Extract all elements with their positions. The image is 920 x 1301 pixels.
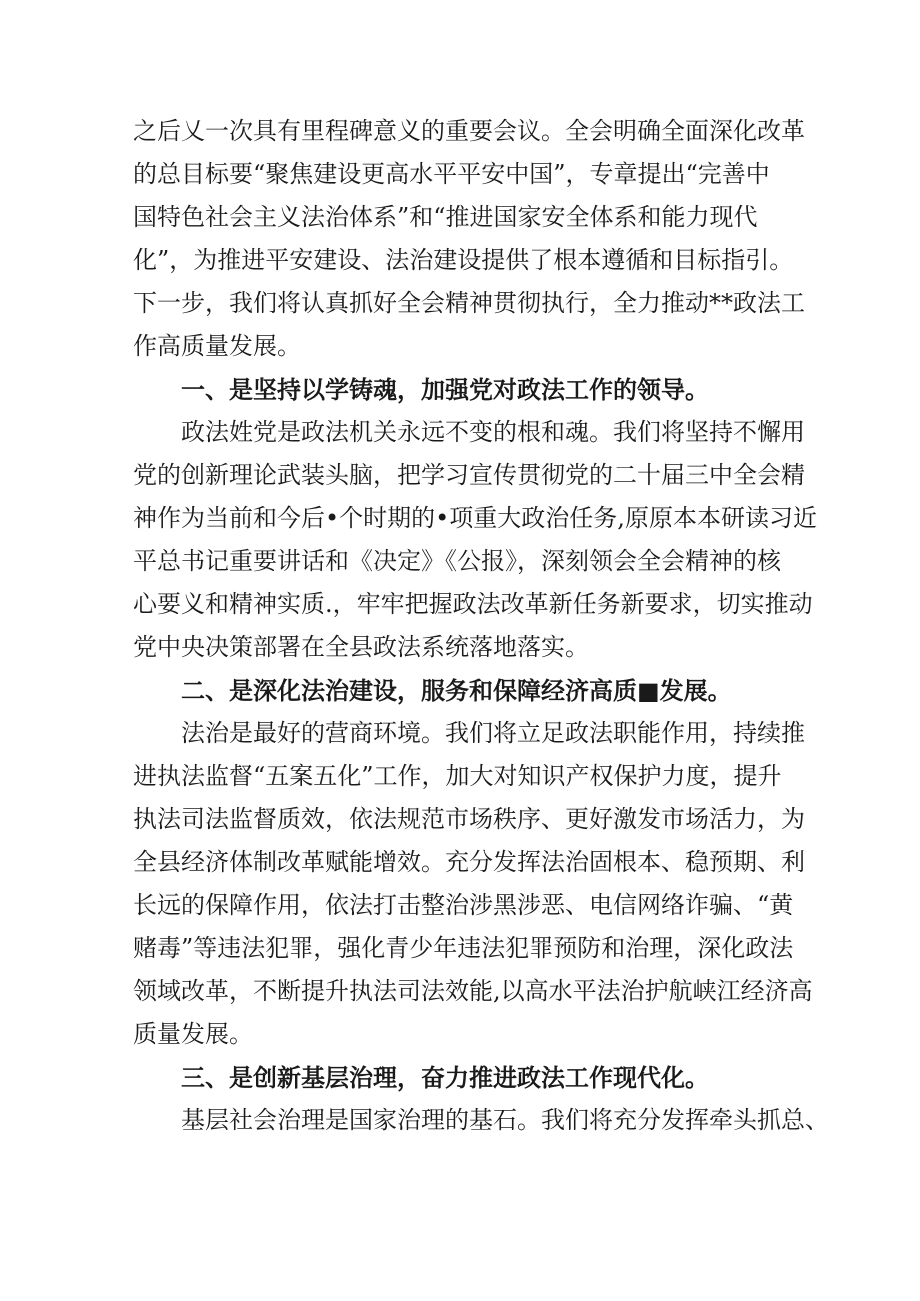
paragraph-line: 执法司法监督质效，依法规范市场秩序、更好激发市场活力，为 bbox=[133, 805, 805, 833]
paragraph-line: 化”，为推进平安建设、法治建设提供了根本遵循和目标指引。 bbox=[133, 246, 794, 274]
paragraph-line: 神作为当前和今后•个时期的•项重大政治任务,原原本本研读习近 bbox=[133, 504, 817, 532]
paragraph-line: 基层社会治理是国家治理的基石。我们将充分发挥牵头抓总、 bbox=[181, 1106, 829, 1134]
paragraph-line: 质量发展。 bbox=[133, 1020, 253, 1048]
paragraph-line: 领域改革，不断提升执法司法效能,以高水平法治护航峡江经济高 bbox=[133, 977, 813, 1005]
paragraph-line: 作高质量发展。 bbox=[133, 332, 301, 360]
paragraph-line: 的总目标要“聚焦建设更高水平平安中国”，专章提出“完善中 bbox=[133, 160, 770, 188]
section1-paragraph bbox=[133, 411, 817, 669]
intro-paragraph bbox=[133, 110, 805, 368]
paragraph-line: 下一步，我们将认真抓好全会精神贯彻执行，全力推动**政法工 bbox=[133, 289, 805, 317]
section2-paragraph bbox=[133, 712, 813, 1056]
paragraph-line: 平总书记重要讲话和《决定》《公报》，深刻领会全会精神的核 bbox=[133, 547, 781, 575]
section-heading: 二、是深化法治建设，服务和保障经济高质■发展。 bbox=[181, 676, 732, 705]
paragraph-line: 国特色社会主义法治体系”和“推进国家安全体系和能力现代 bbox=[133, 203, 758, 231]
paragraph-line: 政法姓党是政法机关永远不变的根和魂。我们将坚持不懈用 bbox=[181, 418, 805, 446]
paragraph-line: 党中央决策部署在全县政法系统落地落实。 bbox=[133, 633, 589, 661]
section3-paragraph bbox=[133, 1099, 829, 1142]
paragraph-line: 进执法监督“五案五化”工作，加大对知识产权保护力度，提升 bbox=[133, 762, 782, 790]
paragraph-line: 长远的保障作用，依法打击整治涉黑涉恶、电信网络诈骗、“黄 bbox=[133, 891, 794, 919]
paragraph-line: 赌毒”等违法犯罪，强化青少年违法犯罪预防和治理，深化政法 bbox=[133, 934, 794, 962]
document-body bbox=[133, 110, 829, 1142]
paragraph-line: 之后乂一次具有里程碑意义的重要会议。全会明确全面深化改革 bbox=[133, 117, 805, 145]
section-heading: 一、是坚持以学铸魂，加强党对政法工作的领导。 bbox=[181, 375, 709, 404]
paragraph-line: 全县经济体制改革赋能增效。充分发挥法治固根本、稳预期、利 bbox=[133, 848, 805, 876]
paragraph-line: 法治是最好的营商环境。我们将立足政法职能作用，持续推 bbox=[181, 719, 805, 747]
paragraph-line: 心要义和精神实质.，牢牢把握政法改革新任务新要求，切实推动 bbox=[133, 590, 813, 618]
section-heading: 三、是创新基层治理，奋力推进政法工作现代化。 bbox=[181, 1063, 709, 1092]
paragraph-line: 党的创新理论武装头脑，把学习宣传贯彻党的二十届三中全会精 bbox=[133, 461, 805, 489]
